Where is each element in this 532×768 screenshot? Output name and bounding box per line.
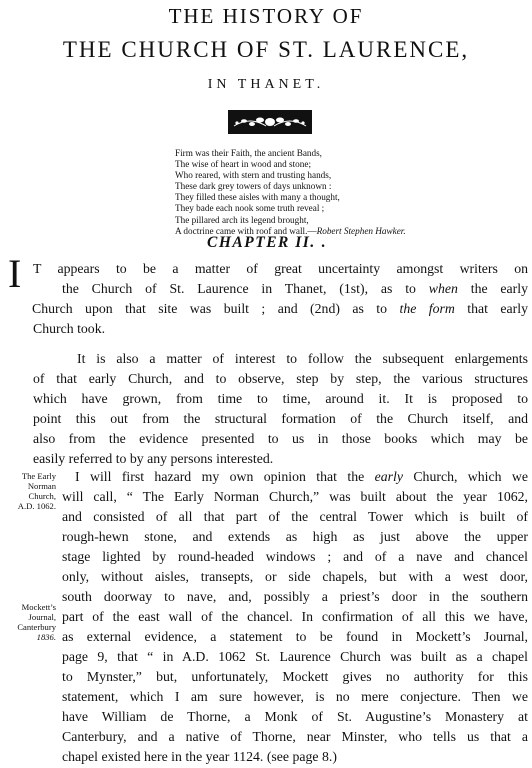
paragraph-line: will call, “ The Early Norman Church,” was built about the year 1062, xyxy=(62,489,528,504)
paragraph-line: point this out from the structural formation of the Church itself, and xyxy=(33,411,528,426)
margin-note-line: Journal, xyxy=(28,612,56,622)
margin-note-line: Canterbury xyxy=(17,622,56,632)
paragraph-line: page 9, that “ in A.D. 1062 St. Laurence Church was built as a chapel xyxy=(62,649,528,664)
poem-line: These dark grey towers of days unknown : xyxy=(175,181,332,192)
paragraph-line: stage lighted by round-headed windows ; and of a nave and chancel xyxy=(62,549,528,564)
text-run: I will first hazard my own opinion that the xyxy=(75,469,365,484)
paragraph-line xyxy=(62,467,528,487)
text-run: the early xyxy=(470,281,529,296)
chapter-title: CHAPTER II. xyxy=(207,234,316,251)
paragraph-1 xyxy=(33,259,528,339)
paragraph-line: which have grown, from time to time, around it. It is proposed to xyxy=(33,391,528,406)
paragraph-line: easily referred to by any persons interested. xyxy=(33,451,274,466)
book-title-line-2: THE CHURCH OF ST. LAURENCE, xyxy=(62,37,470,62)
text-run: Church upon that site was built ; and (2nd) as to xyxy=(32,301,388,316)
paragraph-line: Church took. xyxy=(33,321,106,336)
book-title-line-3: IN THANET. xyxy=(207,77,325,92)
poem-line: They filled these aisles with many a thought, xyxy=(175,192,340,203)
decorative-ornament-icon xyxy=(228,110,312,134)
paragraph-line: T appears to be a matter of great uncertainty amongst writers on xyxy=(33,261,528,276)
paragraph-line xyxy=(33,279,528,299)
drop-cap: I xyxy=(8,251,22,296)
margin-note-line: Norman xyxy=(27,481,56,491)
text-run: Church, which we xyxy=(413,469,528,484)
emphasis: early xyxy=(374,469,403,484)
emphasis: when xyxy=(428,281,458,296)
margin-note-early-norman-church xyxy=(2,471,56,511)
paragraph-line: have William de Thorne, a Monk of St. Augustine’s Monastery at xyxy=(62,709,528,724)
paragraph-line: part of the east wall of the chancel. In confirmation of all this we have, xyxy=(62,609,528,624)
paragraph-line xyxy=(32,299,528,319)
paragraph-3 xyxy=(62,467,528,767)
poem-line-text: A doctrine came with roof and wall.— xyxy=(175,225,317,236)
chapter-heading xyxy=(0,234,532,252)
paragraph-line: also from the evidence presented to us in those books which may be xyxy=(33,431,528,446)
paragraph-line: statement, which I am sure however, is no mere conjecture. Then we xyxy=(62,689,528,704)
margin-note-line: Church, xyxy=(28,491,56,501)
poem-line: The wise of heart in wood and stone; xyxy=(175,159,311,170)
poem-line: The pillared arch its legend brought, xyxy=(175,214,309,225)
margin-note-mocketts-journal xyxy=(2,602,56,642)
poem-line: They bade each nook some truth reveal ; xyxy=(175,203,325,214)
paragraph-line: south doorway to nave, and, possibly a priest’s door in the southern xyxy=(62,589,528,604)
poem-line: Who reared, with stern and trusting hands, xyxy=(175,170,332,181)
floral-ornament-icon xyxy=(230,112,310,132)
paragraph-line: only, without aisles, transepts, or side chapels, but with a west door, xyxy=(62,569,528,584)
chapter-stray-dot: . xyxy=(321,234,325,251)
poem-author: Robert Stephen Hawker. xyxy=(316,225,406,236)
paragraph-line: rough-hewn stone, and extends as high as just above the upper xyxy=(62,529,528,544)
margin-note-line: A.D. 1062. xyxy=(17,501,56,511)
paragraph-2 xyxy=(33,349,528,469)
paragraph-line: and consisted of all that part of the central Tower which is built of xyxy=(62,509,528,524)
paragraph-line: of that early Church, and to observe, step by step, the various structures xyxy=(33,371,528,386)
paragraph-line: chapel existed here in the year 1124. (see page 8.) xyxy=(62,749,337,764)
margin-note-line: Mockett’s xyxy=(21,602,56,612)
paragraph-line: as external evidence, a statement to be found in Mockett’s Journal, xyxy=(62,629,528,644)
margin-note-line: The Early xyxy=(21,471,56,481)
margin-note-line: 1836. xyxy=(36,632,56,642)
emphasis: the form xyxy=(399,301,455,316)
poem-line: Firm was their Faith, the ancient Bands, xyxy=(175,148,322,158)
book-title-line-1: THE HISTORY OF xyxy=(168,4,364,28)
paragraph-line: It is also a matter of interest to follow the subsequent enlargements xyxy=(77,351,528,366)
text-run: that early xyxy=(467,301,528,316)
paragraph-line: to Mynster,” but, unfortunately, Mockett gives no authority for this xyxy=(62,669,528,684)
epigraph-poem xyxy=(175,148,495,237)
paragraph-line: Canterbury, and a native of Thorne, near Minster, who tells us that a xyxy=(62,729,528,744)
text-run: the Church of St. Laurence in Thanet, (1st), as to xyxy=(62,281,416,296)
